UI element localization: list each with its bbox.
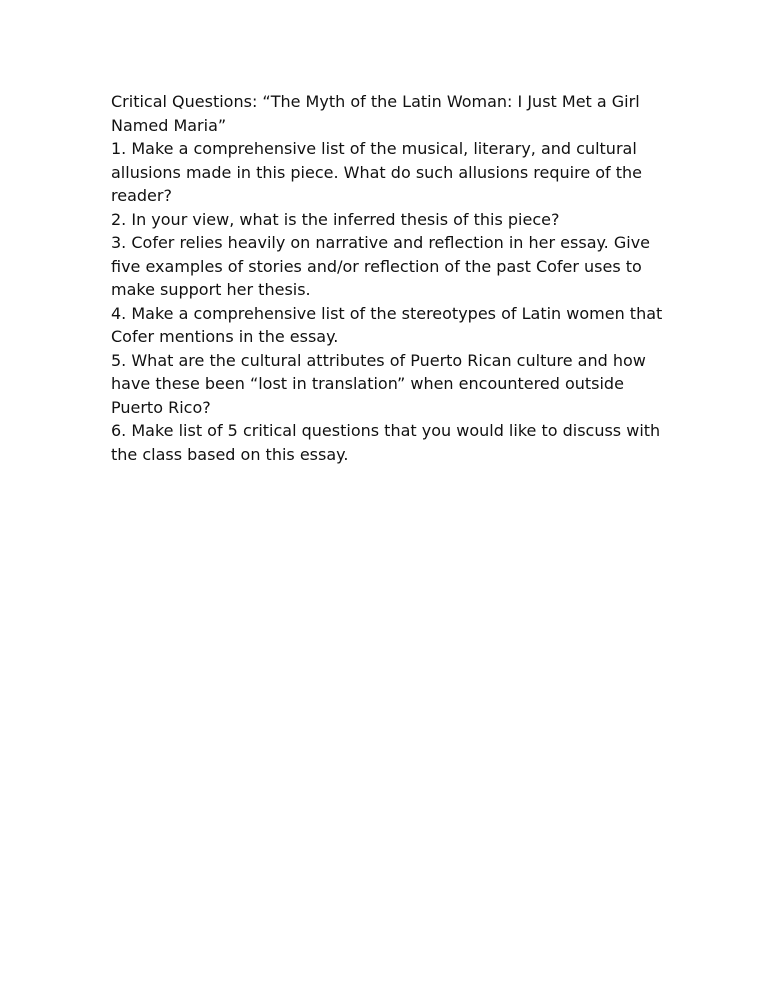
document-body [111, 90, 671, 466]
question-6: 6. Make list of 5 critical questions that you would like to discuss with the class based on this essay. [111, 421, 661, 464]
question-1: 1. Make a comprehensive list of the musical, literary, and cultural allusions made in this piece. What do such allusions require of the reader? [111, 139, 643, 205]
document-title: Critical Questions: “The Myth of the Latin Woman: I Just Met a Girl Named Maria” [111, 92, 640, 135]
question-2: 2. In your view, what is the inferred thesis of this piece? [111, 209, 560, 229]
question-5: 5. What are the cultural attributes of Puerto Rican culture and how have these been “lost in translation” when encountered outside Puerto Rico? [111, 350, 646, 417]
question-3: 3. Cofer relies heavily on narrative and reflection in her essay. Give five examples of stories and/or reflection of the past Cofer uses to make support her thesis. [111, 233, 651, 299]
question-4: 4. Make a comprehensive list of the stereotypes of Latin women that Cofer mentions in the essay. [111, 303, 663, 346]
